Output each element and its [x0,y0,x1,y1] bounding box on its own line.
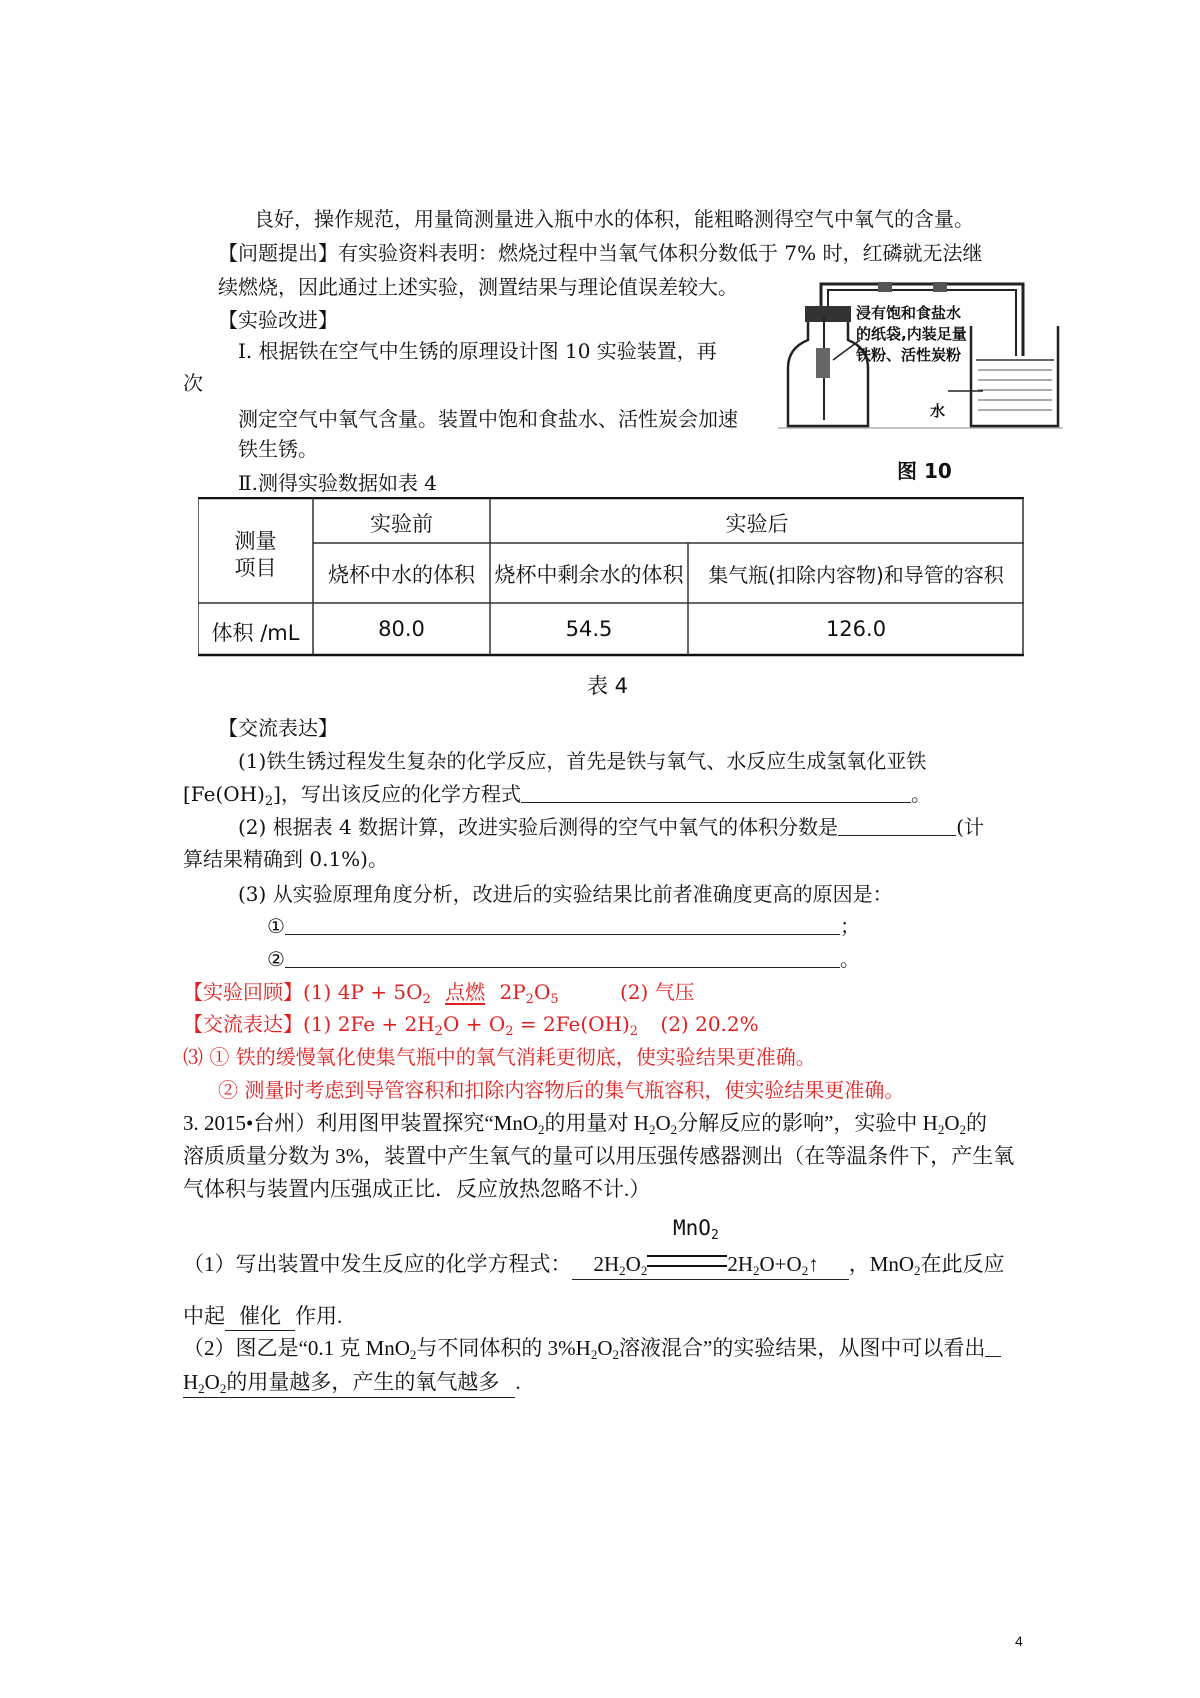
sub1-rhs-s1: 2 [753,1263,760,1278]
table-value-2: 54.5 [565,617,613,641]
sub1-catalysis-answer[interactable]: 催化 [225,1300,295,1331]
table-header-item-line-2: 项目 [234,556,277,580]
exchange-q3: (3) 从实验原理角度分析，改进后的实验结果比前者准确度更高的原因是： [238,882,893,906]
table-4-caption: 表 4 [587,674,629,698]
sub1-lhs-s2: 2 [640,1263,648,1278]
sub1-rhs-b: O+O [759,1252,802,1276]
table-value-1: 80.0 [378,617,425,641]
q2015-l1-c: O [655,1111,671,1135]
improve-item-2: Ⅱ.测得实验数据如表 4 [238,471,438,495]
figure-10-label-1: 浸有饱和食盐水 [856,304,962,322]
exchange-q2-line-2: 算结果精确到 0.1%)。 [183,847,388,871]
q1-answer-blank[interactable] [521,784,911,803]
q2015-l1-d: 分解反应的影响”，实验中 H [677,1111,938,1135]
page-number: 4 [1015,1633,1023,1649]
answer-exchange-label: 【交流表达】 [183,1012,303,1036]
q2015-l1-s2: 2 [648,1122,656,1137]
answer-exchange-eq-a: (1) 2Fe + 2H [303,1012,435,1036]
sub2-ans-c: 的用量越多，产生的氧气越多 [226,1370,500,1394]
exchange-q3-b [267,943,860,972]
exchange-q1-line-1: (1)铁生锈过程发生复杂的化学反应，首先是铁与氧气、水反应生成氢氧化亚铁 [238,749,927,773]
catalyst-above-arrow [673,1216,719,1243]
q2015-sub1-line-1 [183,1248,1005,1280]
q1-formula-a: [Fe(OH) [183,782,265,806]
answer-review [183,976,559,1007]
table-subheader-2: 烧杯中剩余水的体积 [494,563,684,587]
sub1-prefix: （1）写出装置中发生反应的化学方程式： [183,1252,572,1276]
q3-a-blank[interactable] [285,916,840,935]
improve-item-1-wrap: 次 [183,371,203,395]
q3-b-mark: ② [267,947,285,971]
table-4 [198,497,1024,657]
sub2-l1-c: O [597,1336,613,1360]
q2015-l1-s4: 2 [937,1122,945,1137]
sub1-mid: ，MnO [848,1252,915,1276]
catalyst-formula: MnO [673,1216,711,1240]
table-header-before: 实验前 [370,512,433,536]
q1-end: 。 [910,782,931,806]
sub2-end: . [515,1370,521,1394]
exchange-q2-line-1 [238,811,984,840]
q2015-l1-f: 的 [966,1111,988,1135]
sub1-rhs-a: 2H [727,1252,754,1276]
q2015-l1-s1: 2 [538,1122,545,1137]
improve-heading: 【实验改进】 [218,308,338,332]
q2015-sub1-line-2 [183,1300,342,1331]
q2015-l1-a: 3. 2015•台州）利用图甲装置探究“MnO [183,1111,539,1135]
exchange-q3-a [267,910,860,939]
sub1-lhs-s1: 2 [619,1263,626,1278]
figure-10-caption: 图 10 [897,459,952,483]
answer-review-condition: 点燃 [445,980,486,1004]
sub1-mid-s: 2 [914,1263,921,1278]
q1-formula-b: ]，写出该反应的化学方程式 [273,782,521,806]
sub2-l1-b: 与不同体积的 3%H [416,1336,591,1360]
answer-reason-2: ② 测量时考虑到导管容积和扣除内容物后的集气瓶容积，使实验结果更准确。 [218,1078,905,1102]
answer-exchange-eq-b: O + O [442,1012,506,1036]
figure-10-apparatus [778,278,1063,478]
catalyst-sub: 2 [710,1228,719,1243]
sub1-l2-b: 作用. [295,1304,343,1328]
sub1-equals-sign [647,1255,727,1267]
sub2-l1-d: 溶液混合”的实验结果，从图中可以看出 [619,1336,986,1360]
improve-item-1-line-3: 铁生锈。 [238,437,318,461]
problem-line-1: 【问题提出】有实验资料表明：燃烧过程中当氧气体积分数低于 7% 时，红磷就无法继 [218,241,983,265]
q1-formula-sub: 2 [264,794,274,809]
answer-reason-prefix: ⑶ [183,1045,210,1069]
q2015-l1-s3: 2 [670,1122,678,1137]
sub2-s2: 2 [590,1347,598,1362]
sub2-answer[interactable] [183,1366,515,1398]
sub2-ans-s1: 2 [198,1381,205,1396]
sub2-ans-s2: 2 [219,1381,227,1396]
sub1-tail: 在此反应 [920,1252,1005,1276]
sub2-ans-b: O [204,1370,220,1394]
sub1-lhs-a: 2H [593,1252,620,1276]
sub2-l1-a: （2）图乙是“0.1 克 MnO [183,1336,410,1360]
exchange-q1-line-2 [183,778,931,809]
answer-reason-1 [183,1041,816,1070]
q2015-l1-b: 的用量对 H [544,1111,649,1135]
sub1-rhs-s2: 2 [801,1263,809,1278]
answer-review-eq-a: (1) 4P + 5O [303,980,423,1004]
improve-item-1-line-2: 测定空气中氧气含量。装置中饱和食盐水、活性炭会加速 [238,407,738,431]
q2-text-tail: (计 [956,815,984,839]
q2015-line-2: 溶质质量分数为 3%，装置中产生氧气的量可以用压强传感器测出（在等温条件下，产生氧 [183,1144,1015,1168]
sub2-s1: 2 [409,1347,417,1362]
q2015-line-3: 气体积与装置内压强成正比．反应放热忽略不计.） [183,1177,651,1201]
answer-review-2: (2) 气压 [620,980,695,1004]
q3-a-mark: ① [267,914,285,938]
answer-review-sub3: 5 [550,992,559,1007]
table-value-3: 126.0 [825,617,887,641]
answer-review-label: 【实验回顾】 [183,980,303,1004]
q2-answer-blank[interactable] [838,817,956,836]
improve-item-1-line-1: Ⅰ. 根据铁在空气中生锈的原理设计图 10 实验装置，再 [238,339,717,363]
table-subheader-1: 烧杯中水的体积 [328,563,475,587]
answer-review-eq-b: 2P [499,980,526,1004]
sub1-l2-a: 中起 [183,1304,225,1328]
q2015-sub2-line-1 [183,1332,1001,1363]
q3-b-end: 。 [839,947,860,971]
table-header-item-line-1: 测量 [234,529,277,553]
answer-review-eq-c: O [533,980,551,1004]
answer-review-sub2: 2 [525,992,534,1007]
exchange-heading: 【交流表达】 [218,716,338,740]
intro-line: 良好，操作规范，用量筒测量进入瓶中水的体积，能粗略测得空气中氧气的含量。 [254,207,974,231]
sub2-blank-start [985,1338,1001,1357]
figure-10-label-3: 铁粉、活性炭粉 [856,346,962,364]
q2015-l1-e: O [944,1111,960,1135]
answer-exchange [183,1008,759,1039]
table-row-label: 体积 /mL [211,621,300,645]
problem-line-2: 续燃烧，因此通过上述实验，测置结果与理论值误差较大。 [218,275,738,299]
sub1-equation-answer[interactable] [572,1252,849,1280]
table-header-after: 实验后 [725,512,789,536]
answer-review-sub1: 2 [422,992,431,1007]
figure-10-water-label: 水 [930,402,946,420]
answer-exchange-sub1: 2 [434,1024,443,1039]
q2015-l1-s5: 2 [959,1122,967,1137]
sub2-s3: 2 [612,1347,620,1362]
q2015-sub2-line-2 [183,1366,521,1398]
sub1-lhs-b: O [625,1252,641,1276]
answer-exchange-2: (2) 20.2% [660,1012,759,1036]
answer-exchange-sub2: 2 [505,1024,514,1039]
answer-exchange-eq-c: = 2Fe(OH) [513,1012,630,1036]
sub2-ans-a: H [183,1370,199,1394]
q3-b-blank[interactable] [285,949,840,968]
figure-10-label-2: 的纸袋,内装足量 [856,325,967,343]
answer-exchange-sub3: 2 [629,1024,639,1039]
table-subheader-3: 集气瓶(扣除内容物)和导管的容积 [708,563,1004,587]
q2-text: (2) 根据表 4 数据计算，改进实验后测得的空气中氧气的体积分数是 [238,815,839,839]
answer-reason-1-text: ① 铁的缓慢氧化使集气瓶中的氧气消耗更彻底，使实验结果更准确。 [209,1045,816,1069]
up-arrow-icon: ↑ [808,1252,819,1276]
q3-a-end: ； [839,914,860,938]
q2015-line-1 [183,1107,987,1138]
